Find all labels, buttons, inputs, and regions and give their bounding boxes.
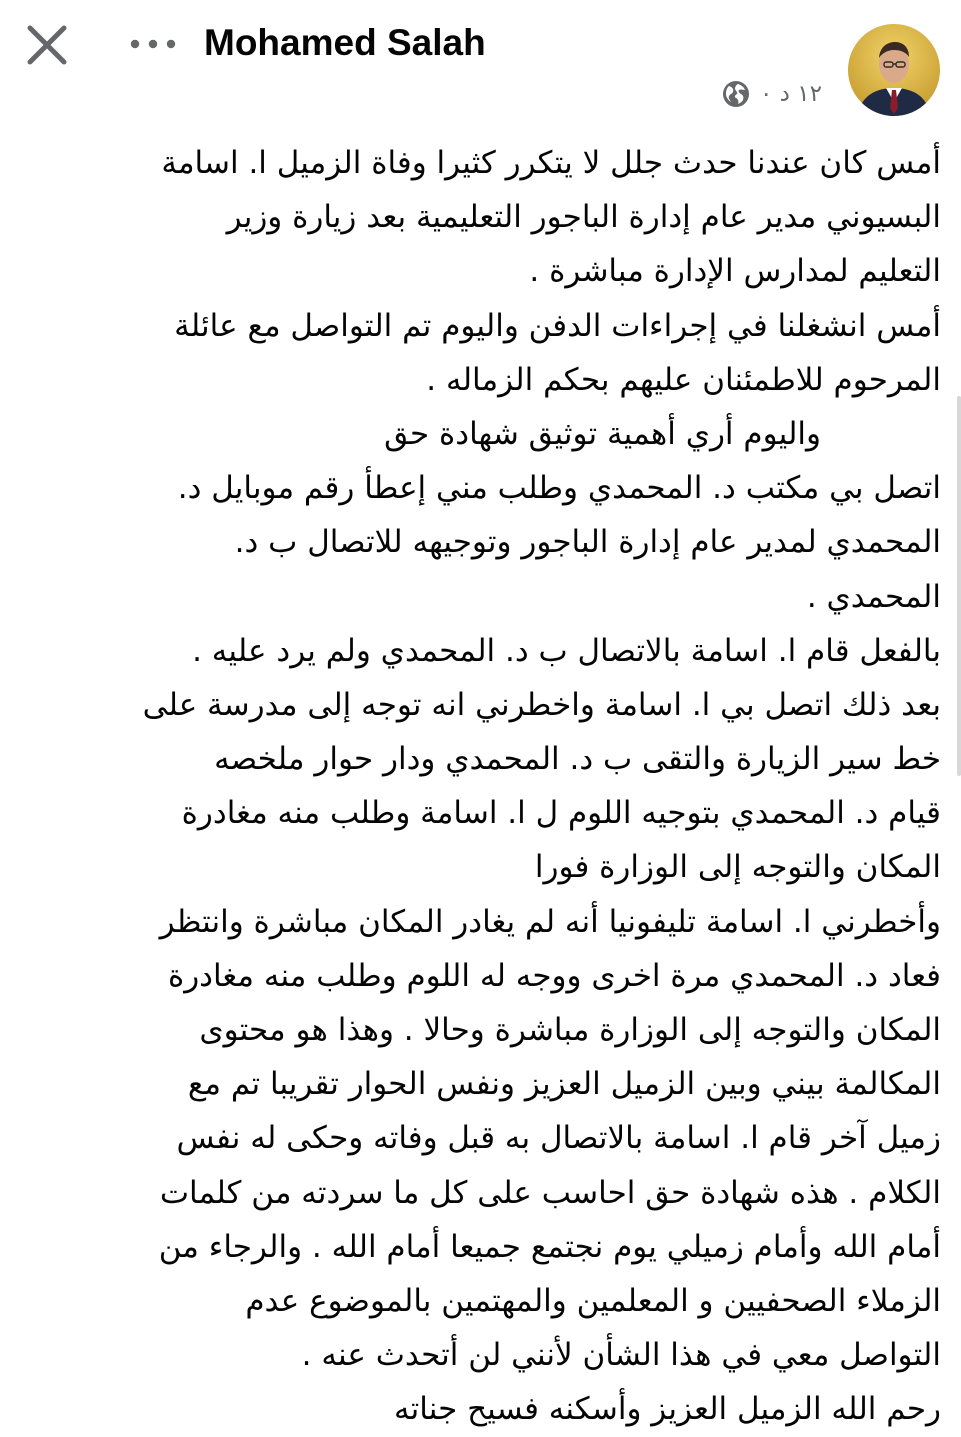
post-text-line: وأخطرني ا. اسامة تليفونيا أنه لم يغادر المكان مباشرة وانتظر <box>159 903 941 940</box>
globe-icon <box>722 80 750 108</box>
post-text-line: بالفعل قام ا. اسامة بالاتصال ب د. المحمدي ولم يرد عليه . <box>192 632 941 669</box>
post-text-line: أمس انشغلنا في إجراءات الدفن واليوم تم التواصل مع عائلة <box>174 307 941 344</box>
post-text-line: رحم الله الزميل العزيز وأسكنه فسيح جناته <box>394 1391 941 1428</box>
avatar-photo <box>848 24 940 116</box>
close-button[interactable] <box>24 22 70 68</box>
post-text-line: اتصل بي مكتب د. المحمدي وطلب مني إعطأ رقم موبايل د. <box>177 470 941 507</box>
post-text-line: أمام الله وأمام زميلي يوم نجتمع جميعا أمام الله . والرجاء من <box>158 1228 941 1265</box>
scrollbar[interactable] <box>957 396 961 776</box>
post-text-line: المكالمة بيني وبين الزميل العزيز ونفس الحوار تقريبا تم مع <box>187 1066 941 1103</box>
post-body <box>40 136 941 1437</box>
post-text-line: المحمدي . <box>806 578 941 615</box>
post-text-line: الكلام . هذه شهادة حق احاسب على كل ما سردته من كلمات <box>159 1174 941 1211</box>
post-meta <box>722 78 822 110</box>
post-text-line: زميل آخر قام ا. اسامة بالاتصال به قبل وفاته وحكى له نفس <box>176 1120 941 1157</box>
post-text-line: المكان والتوجه إلى الوزارة مباشرة وحالا . وهذا هو محتوى <box>199 1012 941 1048</box>
post-text-line: المرحوم للاطمئنان عليهم بحكم الزماله . <box>426 361 941 398</box>
author-name[interactable]: Mohamed Salah <box>204 22 486 63</box>
post-text-line: المكان والتوجه إلى الوزارة فورا <box>534 849 941 886</box>
post-text-line: التعليم لمدارس الإدارة مباشرة . <box>529 253 941 290</box>
post-text-line: فعاد د. المحمدي مرة اخرى ووجه له اللوم وطلب منه مغادرة <box>167 957 941 994</box>
post-text-line: أمس كان عندنا حدث جلل لا يتكرر كثيرا وفاة الزميل ا. اسامة <box>161 145 941 181</box>
post-header <box>0 0 961 130</box>
post-text-line: الزملاء الصحفيين و المعلمين والمهتمين بالموضوع عدم <box>245 1282 941 1319</box>
post-text-line: البسيوني مدير عام إدارة الباجور التعليمية بعد زيارة وزير <box>226 199 941 236</box>
more-options-icon <box>126 30 180 58</box>
post-text-line: قيام د. المحمدي بتوجيه اللوم ل ا. اسامة وطلب منه مغادرة <box>181 795 941 832</box>
more-options-button[interactable] <box>126 30 180 58</box>
post-text-line: واليوم أري أهمية توثيق شهادة حق <box>384 415 821 452</box>
post-text-line: المحمدي لمدير عام إدارة الباجور وتوجيهه للاتصال ب د. <box>234 524 941 561</box>
post-timestamp[interactable]: ١٢ د ٠ <box>760 81 822 107</box>
close-icon <box>24 22 70 68</box>
post-text-line: التواصل معي في هذا الشأن لأنني لن أتحدث عنه . <box>301 1337 941 1374</box>
post-text-line: خط سير الزيارة والتقى ب د. المحمدي ودار حوار ملخصه <box>214 741 941 778</box>
post-text-line: بعد ذلك اتصل بي ا. اسامة واخطرني انه توجه إلى مدرسة على <box>142 686 941 723</box>
author-avatar[interactable] <box>848 24 940 116</box>
